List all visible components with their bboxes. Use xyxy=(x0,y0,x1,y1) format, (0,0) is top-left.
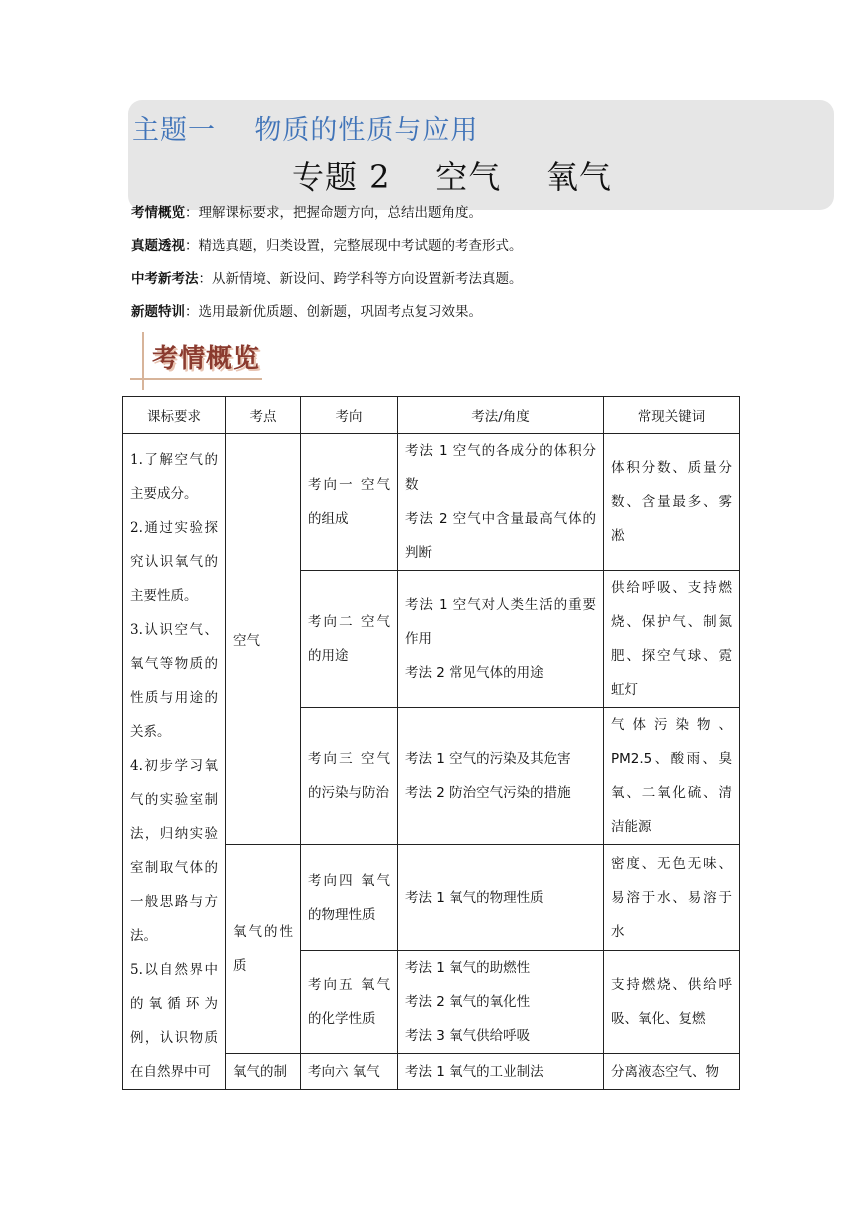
section-heading-text: 考情概览 xyxy=(152,344,261,374)
method-item: 考法 1 空气对人类生活的重要作用 xyxy=(405,597,596,647)
method-item: 考法 2 防治空气污染的措施 xyxy=(405,785,571,801)
point-cell: 氧气的制 xyxy=(226,1054,301,1090)
direction-cell: 考向六 氧气 xyxy=(301,1054,398,1090)
intro-line xyxy=(131,237,523,255)
method-item: 考法 1 氧气的物理性质 xyxy=(405,889,544,906)
header-cell: 考向 xyxy=(301,397,398,434)
intro-line xyxy=(131,204,482,222)
method-cell xyxy=(398,951,604,1054)
section-heading xyxy=(130,332,270,392)
method-item: 考法 1 氧气的工业制法 xyxy=(405,1063,544,1080)
table-header-row xyxy=(123,397,740,434)
point-cell: 空气 xyxy=(226,434,301,845)
intro-label: 真题透视 xyxy=(131,238,185,254)
direction-cell: 考向三 空气的污染与防治 xyxy=(301,708,398,845)
method-item: 考法 2 氧气的氧化性 xyxy=(405,994,531,1010)
section-heading-hline xyxy=(130,378,262,380)
method-cell xyxy=(398,571,604,708)
section-heading-vline xyxy=(142,332,144,390)
method-cell xyxy=(398,434,604,571)
intro-text: ：从新情境、新设问、跨学科等方向设置新考法真题。 xyxy=(198,271,523,287)
intro-label: 新题特训 xyxy=(131,304,185,320)
curriculum-requirements xyxy=(123,434,226,1090)
topic-title: 专题 2 空气 氧气 xyxy=(292,158,612,196)
keywords-cell: 体积分数、质量分数、含量最多、雾凇 xyxy=(604,434,740,571)
method-item: 考法 3 氧气供给呼吸 xyxy=(405,1028,531,1044)
method-cell xyxy=(398,1054,604,1090)
point-cell: 氧气的性质 xyxy=(226,845,301,1054)
table-row xyxy=(123,434,740,571)
method-item: 考法 1 空气的各成分的体积分数 xyxy=(405,443,596,493)
direction-cell: 考向四 氧气的物理性质 xyxy=(301,845,398,951)
method-item: 考法 1 氧气的助燃性 xyxy=(405,960,531,976)
intro-text: ：选用最新优质题、创新题，巩固考点复习效果。 xyxy=(185,304,482,320)
method-cell xyxy=(398,708,604,845)
method-item: 考法 2 空气中含量最高气体的判断 xyxy=(405,511,596,561)
keywords-cell: 分离液态空气、物 xyxy=(604,1054,740,1090)
keywords-cell: 密度、无色无味、易溶于水、易溶于水 xyxy=(604,845,740,951)
exam-overview-table xyxy=(122,396,740,1090)
intro-line xyxy=(131,303,482,321)
intro-line xyxy=(131,270,523,288)
keywords-cell: 供给呼吸、支持燃烧、保护气、制氮肥、探空气球、霓虹灯 xyxy=(604,571,740,708)
keywords-cell: 支持燃烧、供给呼吸、氧化、复燃 xyxy=(604,951,740,1054)
header-cell: 常现关键词 xyxy=(604,397,740,434)
direction-cell: 考向一 空气的组成 xyxy=(301,434,398,571)
direction-cell: 考向二 空气的用途 xyxy=(301,571,398,708)
keywords-cell: 气体污染物、PM2.5、酸雨、臭氧、二氧化硫、清洁能源 xyxy=(604,708,740,845)
method-cell xyxy=(398,845,604,951)
intro-label: 考情概览 xyxy=(131,205,185,221)
theme-title: 主题一 物质的性质与应用 xyxy=(132,115,479,146)
intro-text: ：理解课标要求，把握命题方向，总结出题角度。 xyxy=(185,205,482,221)
direction-cell: 考向五 氧气的化学性质 xyxy=(301,951,398,1054)
header-cell: 考点 xyxy=(226,397,301,434)
requirements-text: 1.了解空气的主要成分。 2.通过实验探究认识氧气的主要性质。 3.认识空气、氧气等物质的性质与用途的关系。 4.初步学习氧气的实验室制法，归纳实验室制取气体的一般思路与方法。 5.以自然界中的氧循环为例，认识物质在自然界中可 xyxy=(130,452,218,1080)
header-cell: 课标要求 xyxy=(123,397,226,434)
header-cell: 考法/角度 xyxy=(398,397,604,434)
intro-text: ：精选真题，归类设置，完整展现中考试题的考查形式。 xyxy=(185,238,523,254)
method-item: 考法 1 空气的污染及其危害 xyxy=(405,751,571,767)
method-item: 考法 2 常见气体的用途 xyxy=(405,665,544,681)
intro-label: 中考新考法 xyxy=(131,271,199,287)
